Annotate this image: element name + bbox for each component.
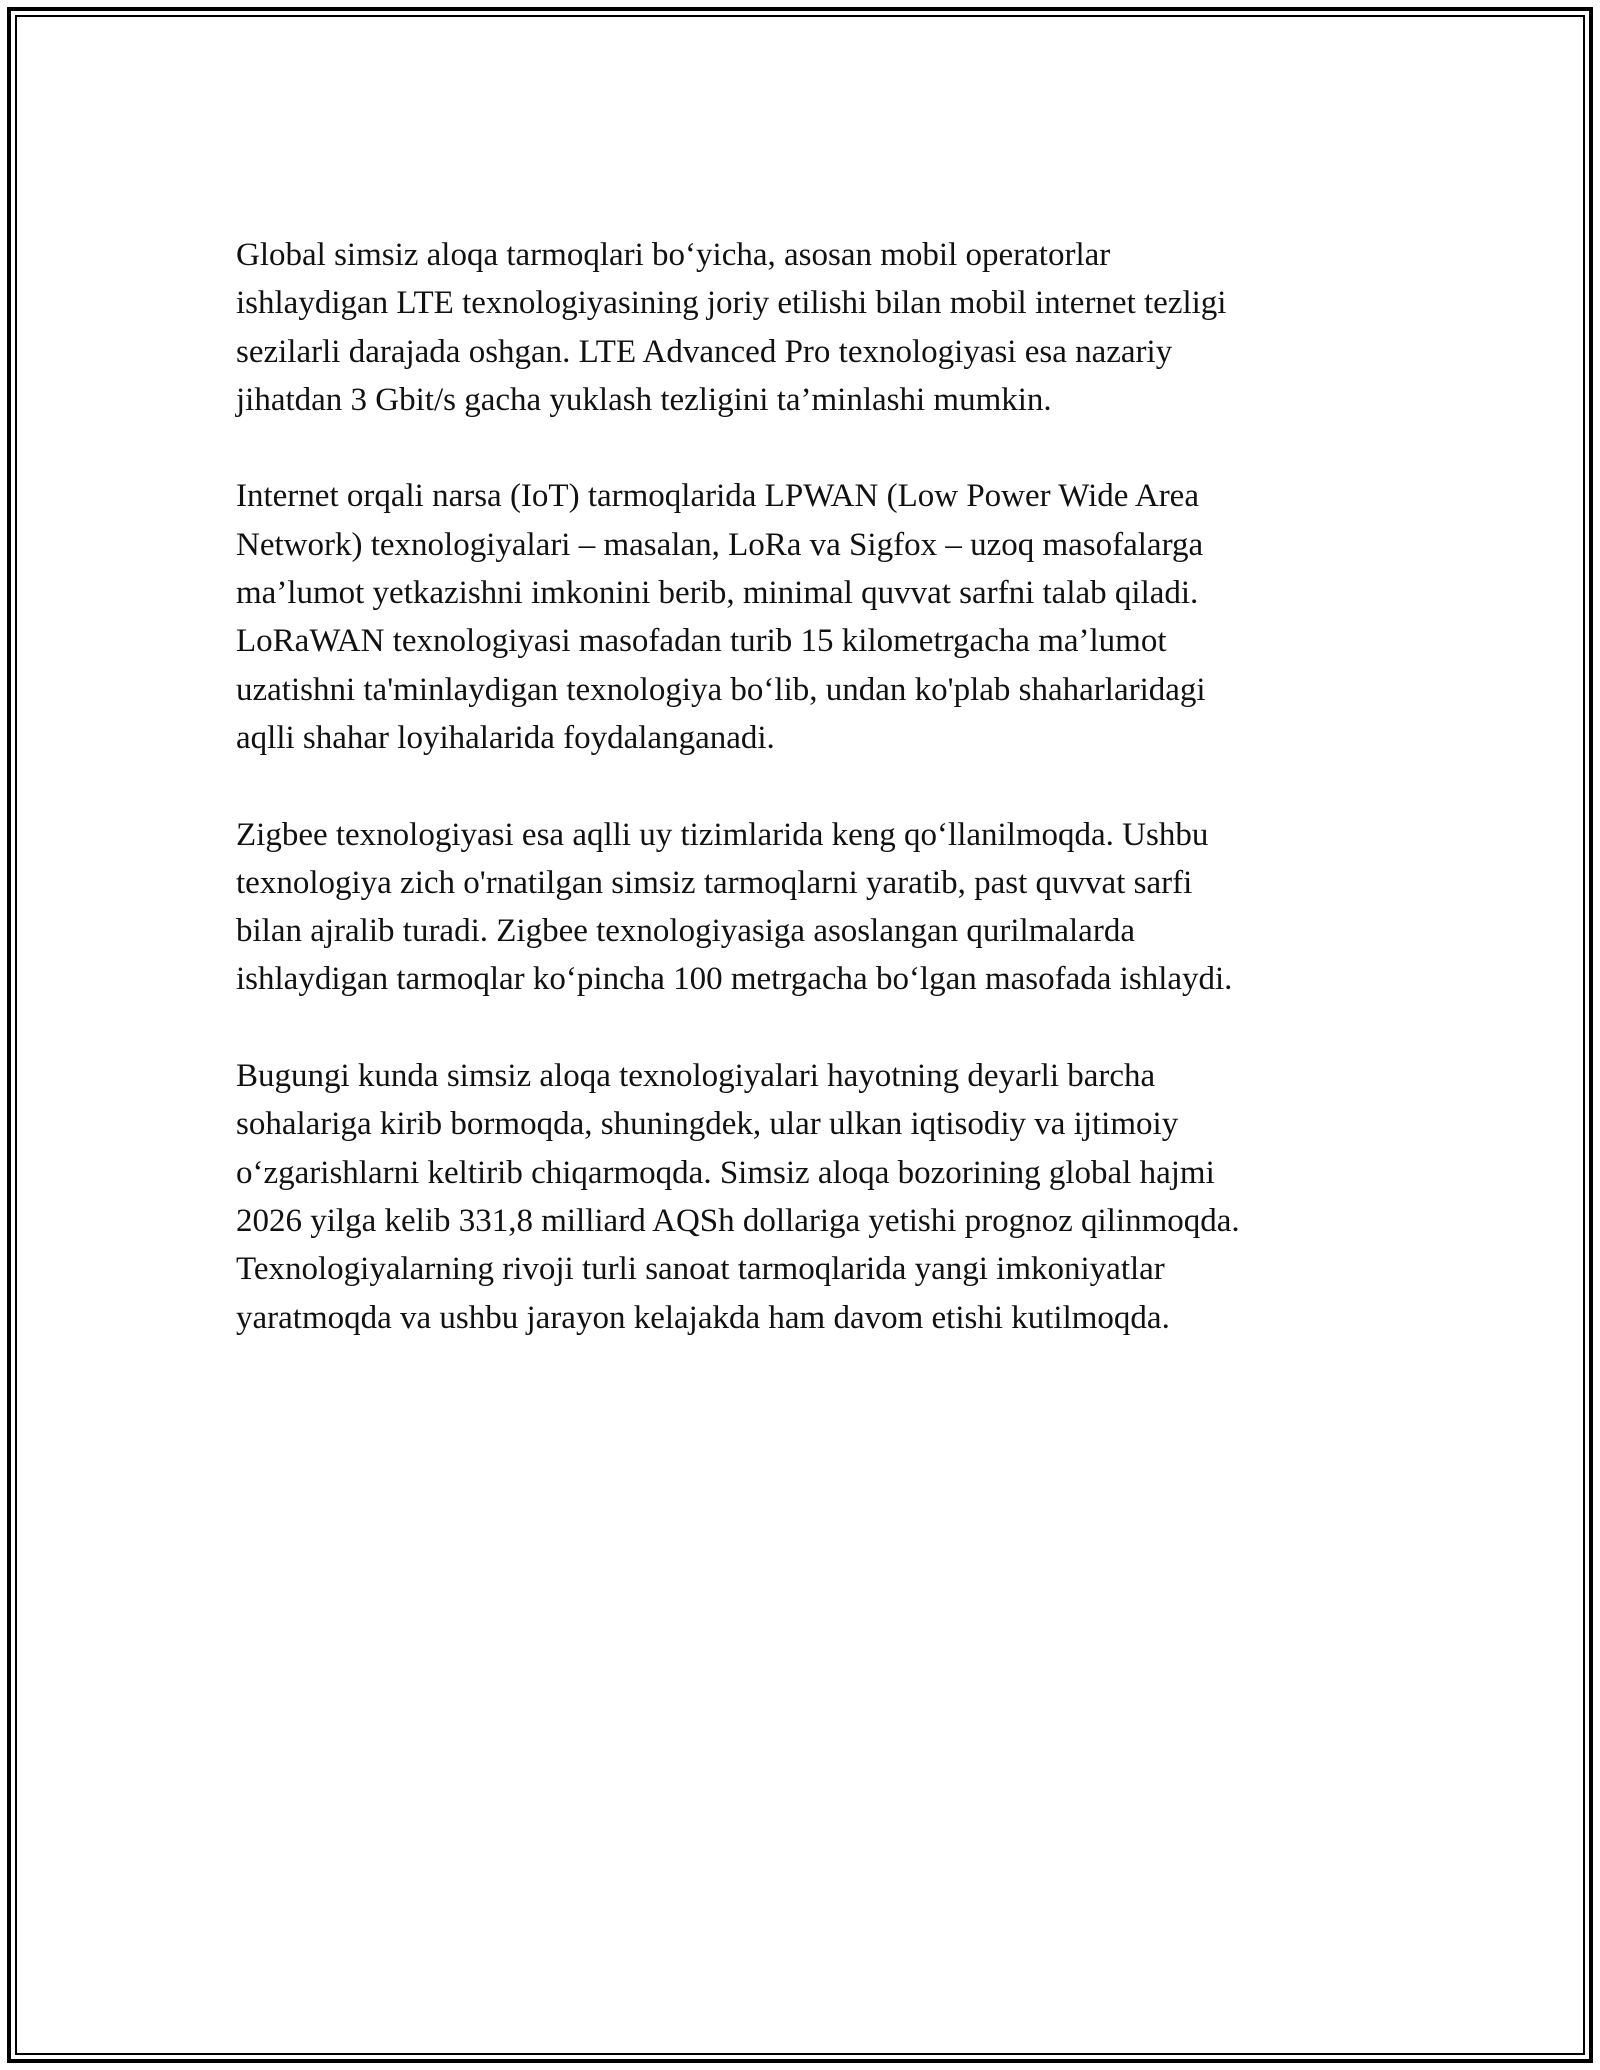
text-line: yaratmoqda va ushbu jarayon kelajakda ham davom etishi kutilmoqda. [236, 1299, 1170, 1336]
text-line: o‘zgarishlarni keltirib chiqarmoqda. Simsiz aloqa bozorining global hajmi [236, 1154, 1215, 1191]
paragraph-zigbee [236, 811, 1366, 1004]
text-line: aqlli shahar loyihalarida foydalanganadi. [236, 719, 775, 756]
document-body [236, 231, 1366, 1390]
text-line: ma’lumot yetkazishni imkonini berib, minimal quvvat sarfni talab qiladi. [236, 575, 1199, 612]
text-line: sezilarli darajada oshgan. LTE Advanced Pro texnologiyasi esa nazariy [236, 333, 1173, 370]
text-line: LoRaWAN texnologiyasi masofadan turib 15 kilometrgacha ma’lumot [236, 623, 1167, 660]
text-line: Global simsiz aloqa tarmoqlari bo‘yicha, asosan mobil operatorlar [236, 237, 1111, 273]
text-line: 2026 yilga kelib 331,8 milliard AQSh dollariga yetishi prognoz qilinmoqda. [236, 1202, 1240, 1239]
paragraph-iot [236, 472, 1366, 762]
text-line: texnologiya zich o'rnatilgan simsiz tarmoqlarni yaratib, past quvvat sarfi [236, 864, 1193, 901]
text-line: ishlaydigan tarmoqlar ko‘pincha 100 metrgacha bo‘lgan masofada ishlaydi. [236, 961, 1233, 998]
paragraph-market [236, 1052, 1366, 1342]
text-line: Bugungi kunda simsiz aloqa texnologiyalari hayotning deyarli barcha [236, 1058, 1156, 1095]
text-line: sohalariga kirib bormoqda, shuningdek, ular ulkan iqtisodiy va ijtimoiy [236, 1106, 1179, 1143]
paragraph-lte [236, 231, 1366, 424]
text-line: uzatishni ta'minlaydigan texnologiya bo‘lib, undan ko'plab shaharlaridagi [236, 671, 1206, 708]
text-line: Internet orqali narsa (IoT) tarmoqlarida LPWAN (Low Power Wide Area [236, 478, 1199, 515]
text-line: Texnologiyalarning rivoji turli sanoat tarmoqlarida yangi imkoniyatlar [236, 1251, 1165, 1288]
text-line: jihatdan 3 Gbit/s gacha yuklash tezligini ta’minlashi mumkin. [236, 381, 1052, 418]
text-line: Network) texnologiyalari – masalan, LoRa va Sigfox – uzoq masofalarga [236, 526, 1204, 563]
text-line: ishlaydigan LTE texnologiyasining joriy etilishi bilan mobil internet tezligi [236, 285, 1227, 322]
text-line: bilan ajralib turadi. Zigbee texnologiyasiga asoslangan qurilmalarda [236, 913, 1135, 950]
text-line: Zigbee texnologiyasi esa aqlli uy tizimlarida keng qo‘llanilmoqda. Ushbu [236, 816, 1209, 853]
